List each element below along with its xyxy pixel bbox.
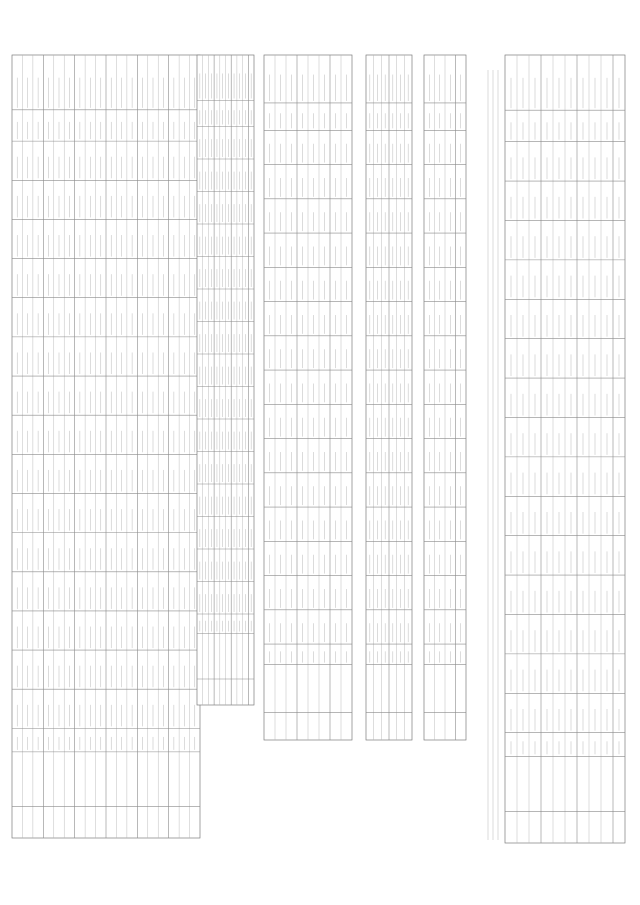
- table-s3: [264, 55, 352, 740]
- table-s5: [424, 55, 466, 740]
- table-s2: [197, 55, 254, 705]
- table-s6: [505, 55, 625, 843]
- table-s4: [366, 55, 412, 740]
- table-s1: [12, 55, 200, 838]
- document-footnote: [488, 70, 498, 840]
- document-tables: [12, 55, 625, 843]
